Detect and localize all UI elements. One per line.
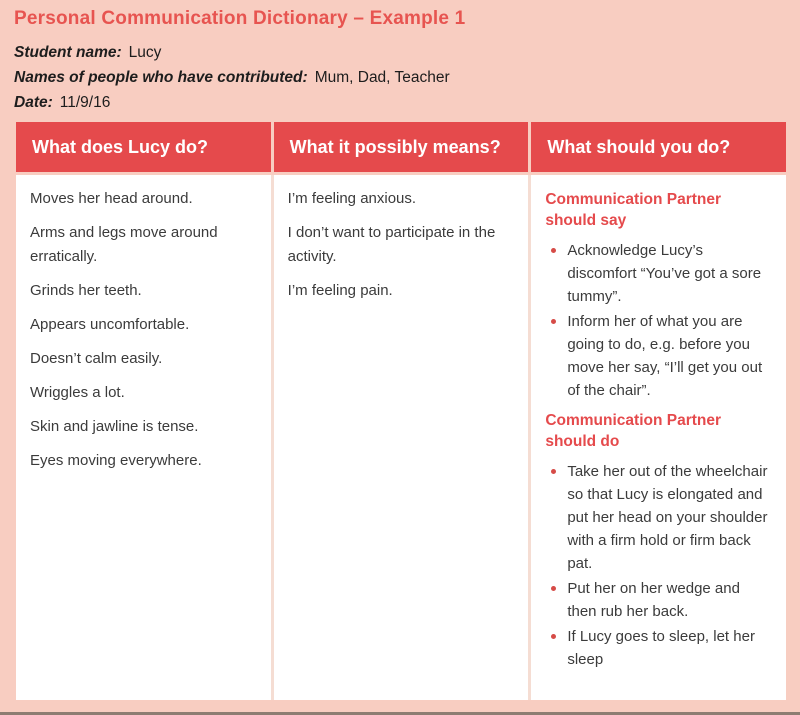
should-do-item: If Lucy goes to sleep, let her sleep — [545, 625, 772, 671]
header-cell-what-does-lucy-do — [16, 122, 271, 172]
student-name-label: Student name: — [14, 44, 122, 61]
meta-row-contributors — [14, 65, 450, 90]
header-label: What does Lucy do? — [32, 136, 209, 157]
contributors-label: Names of people who have contributed: — [14, 69, 308, 86]
header-cell-what-it-possibly-means — [274, 122, 529, 172]
cell-what-you-should-do — [531, 175, 786, 700]
should-say-item: Acknowledge Lucy’s discomfort “You’ve got a sore tummy”. — [545, 239, 772, 308]
section-heading-should-say: Communication Partner should say — [545, 191, 722, 229]
meta-row-date — [14, 90, 450, 115]
behavior-item: Wriggles a lot. — [30, 384, 125, 401]
should-say-item: Inform her of what you are going to do, e.g. before you move her say, “I’ll get you out of the chair”. — [545, 310, 772, 402]
meaning-item: I’m feeling anxious. — [287, 190, 417, 207]
contributors-value: Mum, Dad, Teacher — [314, 69, 450, 86]
header-label: What should you do? — [547, 136, 731, 157]
header-cell-what-should-you-do — [531, 122, 786, 172]
page-title: Personal Communication Dictionary – Example 1 — [14, 8, 466, 29]
meaning-item: I don’t want to participate in the activity. — [287, 224, 496, 265]
meta-row-student-name — [14, 40, 450, 65]
should-do-item: Put her on her wedge and then rub her back. — [545, 577, 772, 623]
cell-possible-meanings — [274, 175, 529, 700]
communication-dictionary-table — [16, 122, 786, 700]
behavior-item: Appears uncomfortable. — [30, 316, 190, 333]
document-meta — [14, 40, 450, 115]
behavior-item: Doesn’t calm easily. — [30, 350, 163, 367]
date-label: Date: — [14, 94, 53, 111]
should-do-list — [545, 460, 772, 671]
behavior-item: Arms and legs move around erratically. — [30, 224, 218, 265]
header-label: What it possibly means? — [289, 136, 501, 157]
behavior-item: Eyes moving everywhere. — [30, 452, 202, 469]
cell-what-lucy-does — [16, 175, 271, 700]
behavior-item: Moves her head around. — [30, 190, 193, 207]
table-header-row — [16, 122, 786, 172]
student-name-value: Lucy — [128, 44, 162, 61]
behavior-item: Skin and jawline is tense. — [30, 418, 199, 435]
should-do-item: Take her out of the wheelchair so that Lucy is elongated and put her head on your shoulder with a firm hold or firm back pat. — [545, 460, 772, 575]
table-body-row — [16, 175, 786, 700]
behavior-item: Grinds her teeth. — [30, 282, 142, 299]
section-heading-should-do: Communication Partner should do — [545, 412, 722, 450]
date-value: 11/9/16 — [59, 94, 111, 111]
should-say-list — [545, 239, 772, 402]
meaning-item: I’m feeling pain. — [287, 282, 393, 299]
